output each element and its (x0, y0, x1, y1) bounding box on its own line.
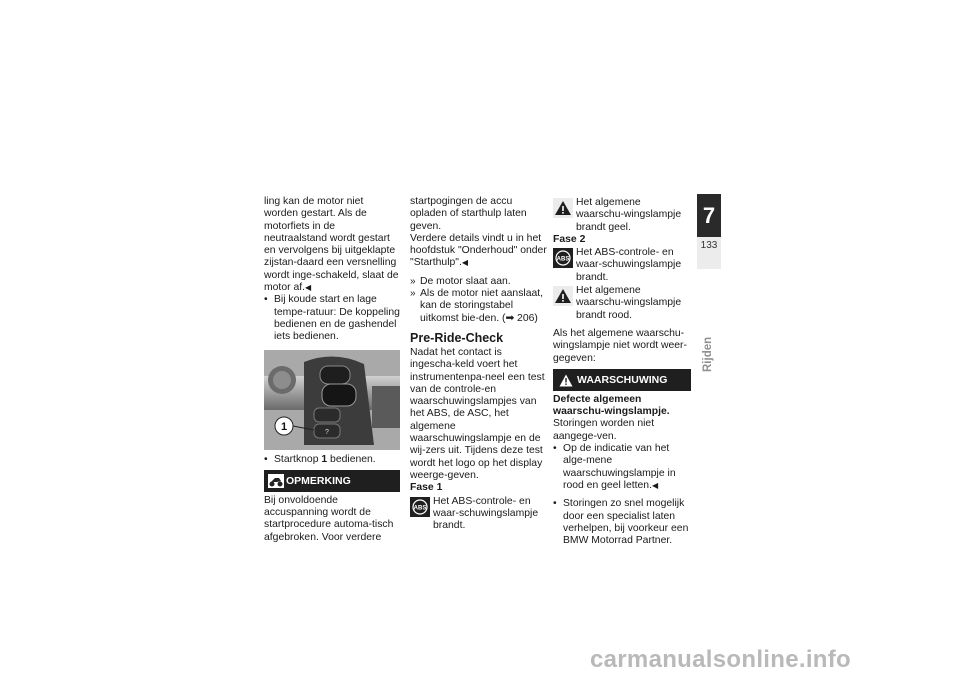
footer-watermark: carmanualsonline.info (590, 646, 852, 673)
lamp-text: Het algemene waarschu-wingslampje brandt rood. (576, 285, 682, 321)
lamp-text: Het ABS-controle- en waar-schuwingslampje brandt. (576, 247, 682, 283)
abs-lamp-label: ABS (413, 505, 427, 512)
page-number: 133 (700, 240, 718, 251)
warning-triangle-icon (553, 198, 573, 218)
bullet-item: • Startknop 1 bedienen. (264, 454, 400, 466)
step-item: » Als de motor niet aanslaat, kan de storingstabel uitkomst bie-den. (➡ 206) (410, 288, 548, 325)
warning-triangle-icon (553, 286, 573, 306)
end-mark: ◀ (461, 258, 469, 268)
warning-title: WAARSCHUWING (577, 373, 668, 386)
paragraph: startpogingen de accu opladen of starthulp laten geven. (410, 196, 527, 232)
bullet-item: • Storingen zo snel mogelijk door een specialist laten verhelpen, bij voorkeur een BMW Motorrad Partner. (553, 498, 691, 547)
lamp-item (553, 197, 691, 234)
end-mark: ◀ (651, 480, 659, 490)
warning-header (553, 369, 691, 391)
warning-text: Storingen worden niet aangege-ven. (553, 418, 655, 442)
phase-heading: Fase 1 (410, 482, 443, 494)
switch-label: ? (325, 428, 329, 436)
callout-ref: 1 (321, 453, 328, 465)
warning-triangle-icon (559, 374, 573, 387)
lamp-item (553, 285, 691, 322)
note-text: Bij onvoldoende accuspanning wordt de startprocedure automa-tisch afgebroken. Voor verdere (264, 494, 394, 543)
motorcycle-note-icon (268, 474, 284, 488)
chapter-title: Rijden (702, 336, 714, 372)
paragraph: Verdere details vindt u in het hoofdstuk "Onderhoud" onder "Starthulp".◀ (410, 232, 547, 269)
handlebar-switch-photo (264, 350, 400, 450)
end-mark: ◀ (305, 283, 312, 293)
column-2 (410, 196, 548, 532)
note-header (264, 470, 400, 492)
chapter-tab (697, 194, 721, 269)
abs-lamp-icon (553, 248, 573, 268)
warning-heading: Defecte algemeen waarschu-wingslampje. (553, 393, 670, 418)
step-item: » De motor slaat aan. (410, 276, 548, 288)
abs-lamp-icon (410, 497, 430, 517)
column-3 (553, 196, 691, 547)
chapter-number: 7 (697, 194, 721, 237)
section-heading: Pre-Ride-Check (410, 330, 504, 345)
callout-number: 1 (280, 420, 288, 433)
lamp-item (553, 247, 691, 284)
paragraph: Nadat het contact is ingescha-keld voert het instrumentenpa-neel een test van de controle-en waarschuwingslampjes van het ABS, de ASC, het algemene waarschuwingslampje en de wij-zers uit. Tijdens deze test wordt het logo op het display weerge-geven. (410, 346, 545, 481)
paragraph: Als het algemene waarschu-wingslampje niet wordt weer-gegeven: (553, 327, 687, 364)
handlebar-switch-illustration (264, 350, 400, 450)
note-title: OPMERKING (286, 474, 351, 487)
column-1 (264, 196, 400, 544)
bullet-item: • Op de indicatie van het alge-mene waarschuwingslampje in rood en geel letten.◀ (553, 443, 691, 492)
abs-lamp-label: ABS (556, 256, 570, 263)
lamp-text: Het ABS-controle- en waar-schuwingslampje brandt. (433, 495, 539, 532)
phase-heading: Fase 2 (553, 233, 586, 245)
bullet-item: • Bij koude start en lage tempe-ratuur: De koppeling bedienen en de gashendel iets bedienen. (264, 294, 400, 343)
chapter-side-title (700, 318, 718, 378)
paragraph: ling kan de motor niet worden gestart. Als de motorfiets in de neutraalstand wordt gestart en vervolgens bij uitgeklapte zijstan-daard een versnelling wordt inge-schakeld, slaat de motor af.◀ (264, 196, 399, 294)
lamp-text: Het algemene waarschu-wingslampje brandt geel. (576, 197, 682, 233)
lamp-item (410, 496, 548, 533)
